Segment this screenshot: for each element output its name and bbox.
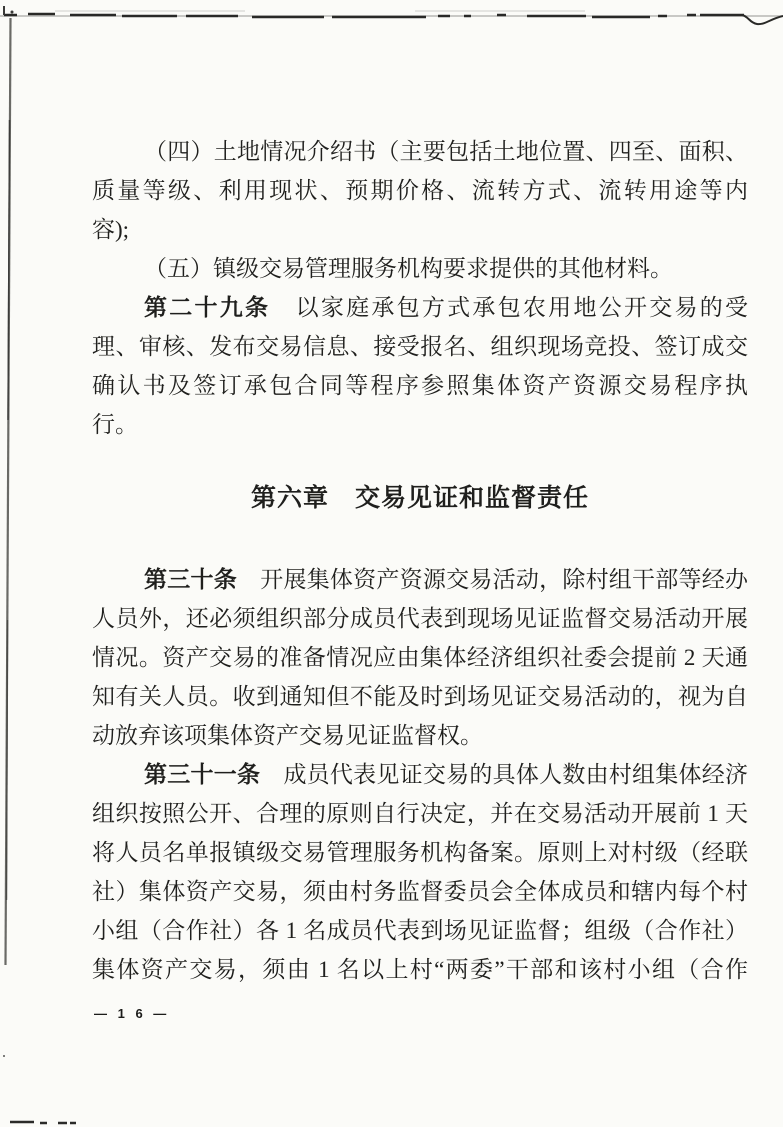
line-text: 行。 xyxy=(92,412,138,437)
paragraph-line-article-31 xyxy=(92,755,748,794)
paragraph-line-article-29 xyxy=(92,288,748,327)
paragraph-line xyxy=(92,950,748,989)
paragraph-line-article-30 xyxy=(92,560,748,599)
document-body xyxy=(92,132,748,989)
paragraph-line xyxy=(92,638,748,677)
line-text: 理、审核、发布交易信息、接受报名、组织现场竞投、签订成交 xyxy=(92,334,748,359)
line-text: 组织按照公开、合理的原则自行决定，并在交易活动开展前 1 天 xyxy=(92,801,748,826)
paragraph-line xyxy=(92,794,748,833)
paragraph-line xyxy=(92,171,748,210)
article-number: 第二十九条 xyxy=(144,295,271,320)
paragraph-line xyxy=(92,405,748,444)
article-number: 第三十一条 xyxy=(144,762,261,787)
scan-artifact-bottom-marks xyxy=(3,1055,76,1123)
paragraph-line xyxy=(92,833,748,872)
chapter-number: 第六章 xyxy=(250,485,329,512)
line-text: 容); xyxy=(92,217,130,242)
line-text: （五）镇级交易管理服务机构要求提供的其他材料。 xyxy=(144,256,673,281)
line-text: 动放弃该项集体资产交易见证监督权。 xyxy=(92,723,483,748)
article-number: 第三十条 xyxy=(144,567,237,592)
paragraph-line xyxy=(92,872,748,911)
line-text: 情况。资产交易的准备情况应由集体经济组织社委会提前 2 天通 xyxy=(92,645,748,670)
line-text: 集体资产交易，须由 1 名以上村“两委”干部和该村小组（合作 xyxy=(92,957,748,982)
line-text: 小组（合作社）各 1 名成员代表到场见证监督；组级（合作社） xyxy=(92,918,748,943)
paragraph-line xyxy=(92,132,748,171)
line-text: 知有关人员。收到通知但不能及时到场见证交易活动的，视为自 xyxy=(92,684,748,709)
paragraph-line xyxy=(92,210,748,249)
line-text: 将人员名单报镇级交易管理服务机构备案。原则上对村级（经联 xyxy=(92,840,748,865)
line-text: 开展集体资产资源交易活动，除村组干部等经办 xyxy=(236,567,748,592)
line-text: 社）集体资产交易，须由村务监督委员会全体成员和辖内每个村 xyxy=(92,879,748,904)
chapter-heading xyxy=(92,484,748,514)
scan-artifact-top-edge xyxy=(0,6,783,24)
chapter-title: 交易见证和监督责任 xyxy=(355,485,590,512)
line-text: 以家庭承包方式承包农用地公开交易的受 xyxy=(270,295,748,320)
paragraph-line xyxy=(92,366,748,405)
line-text: 确认书及签订承包合同等程序参照集体资产资源交易程序执 xyxy=(92,373,748,398)
paragraph-line xyxy=(92,327,748,366)
paragraph-line xyxy=(92,249,748,288)
paragraph-line xyxy=(92,911,748,950)
line-text: （四）土地情况介绍书（主要包括土地位置、四至、面积、 xyxy=(144,139,748,164)
paragraph-line xyxy=(92,677,748,716)
line-text: 质量等级、利用现状、预期价格、流转方式、流转用途等内 xyxy=(92,178,748,203)
paragraph-line xyxy=(92,716,748,755)
line-text: 成员代表见证交易的具体人数由村组集体经济 xyxy=(260,762,748,787)
page-number: — 1 6 — xyxy=(94,1006,170,1021)
scan-artifact-left-line xyxy=(6,18,11,965)
line-text: 人员外，还必须组织部分成员代表到现场见证监督交易活动开展 xyxy=(92,606,748,631)
paragraph-line xyxy=(92,599,748,638)
